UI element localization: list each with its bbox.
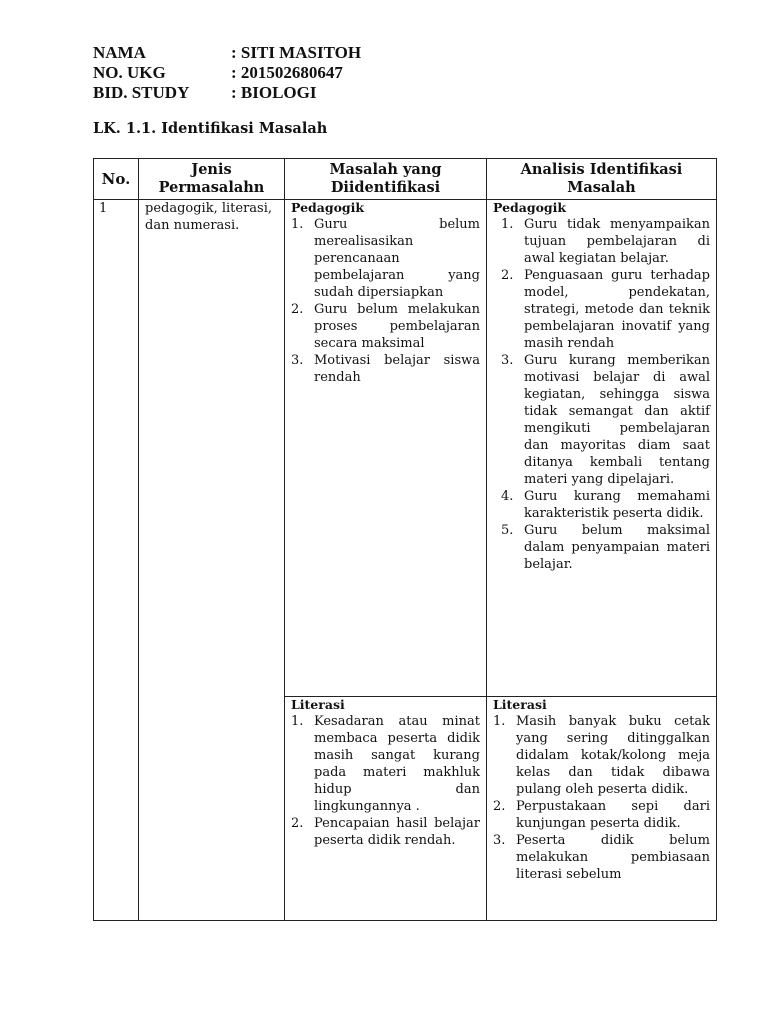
identity-row-study: [93, 83, 361, 103]
identity-header: [93, 43, 361, 103]
list-item: 1. Kesadaran atau minat membaca peserta didik masih sangat kurang pada materi makhluk hidup dan lingkungannya .: [291, 714, 480, 814]
masalah-literasi-cell: [285, 697, 487, 921]
identity-label: NAMA: [93, 43, 146, 62]
analisis-literasi-cell: [487, 697, 717, 921]
header-masalah: Masalah yang Diidentifikasi: [285, 159, 487, 200]
identity-value: : SITI MASITOH: [231, 43, 362, 62]
masalah-pedagogik-list: [291, 216, 480, 386]
category-title: Literasi: [493, 697, 547, 712]
analisis-pedagogik-list: [493, 216, 710, 573]
table-header-row: [94, 159, 717, 200]
list-item: 2. Pencapaian hasil belajar peserta didik rendah.: [291, 816, 480, 848]
list-item: 2. Penguasaan guru terhadap model, pendekatan, strategi, metode dan teknik pembelajaran inovatif yang masih rendah: [501, 268, 710, 351]
header-analisis: Analisis Identifikasi Masalah: [487, 159, 717, 200]
list-item: 5. Guru belum maksimal dalam penyampaian materi belajar.: [501, 523, 710, 572]
masalah-literasi-list: [291, 713, 480, 849]
list-item: 1. Masih banyak buku cetak yang sering ditinggalkan didalam kotak/kolong meja kelas dan tidak dibawa pulang oleh peserta didik.: [493, 714, 710, 797]
jenis-permasalahan: pedagogik, literasi, dan numerasi.: [139, 200, 285, 921]
list-item: 2. Perpustakaan sepi dari kunjungan peserta didik.: [493, 799, 710, 831]
list-item: 4. Guru kurang memahami karakteristik peserta didik.: [501, 489, 710, 521]
header-jenis: Jenis Permasalahn: [139, 159, 285, 200]
identity-label: NO. UKG: [93, 63, 166, 82]
identity-label: BID. STUDY: [93, 83, 190, 102]
table-row-pedagogik: [94, 200, 717, 697]
list-item: 3. Guru kurang memberikan motivasi belajar di awal kegiatan, sehingga siswa tidak semangat dan aktif mengikuti pembelajaran dan mayoritas diam saat ditanya kembali tentang materi yang dipelajari.: [501, 353, 710, 487]
list-item: 2. Guru belum melakukan proses pembelajaran secara maksimal: [291, 302, 480, 351]
identity-value: : 201502680647: [231, 63, 343, 82]
analisis-literasi-list: [493, 713, 710, 883]
header-no: No.: [94, 159, 139, 200]
category-title: Pedagogik: [493, 200, 567, 215]
analisis-pedagogik-cell: [487, 200, 717, 697]
category-title: Literasi: [291, 697, 345, 712]
identity-row-ukg: [93, 63, 361, 83]
list-item: 1. Guru belum merealisasikan perencanaan pembelajaran yang sudah dipersiapkan: [291, 217, 480, 300]
list-item: 3. Peserta didik belum melakukan pembiasaan literasi sebelum: [493, 833, 710, 882]
masalah-pedagogik-cell: [285, 200, 487, 697]
category-title: Pedagogik: [291, 200, 365, 215]
list-item: 1. Guru tidak menyampaikan tujuan pembelajaran di awal kegiatan belajar.: [501, 217, 710, 266]
list-item: 3. Motivasi belajar siswa rendah: [291, 353, 480, 385]
identity-value: : BIOLOGI: [231, 83, 317, 102]
section-title: LK. 1.1. Identifikasi Masalah: [93, 120, 328, 137]
problem-identification-table: [93, 158, 717, 921]
identity-row-name: [93, 43, 361, 63]
row-number: 1: [94, 200, 139, 921]
